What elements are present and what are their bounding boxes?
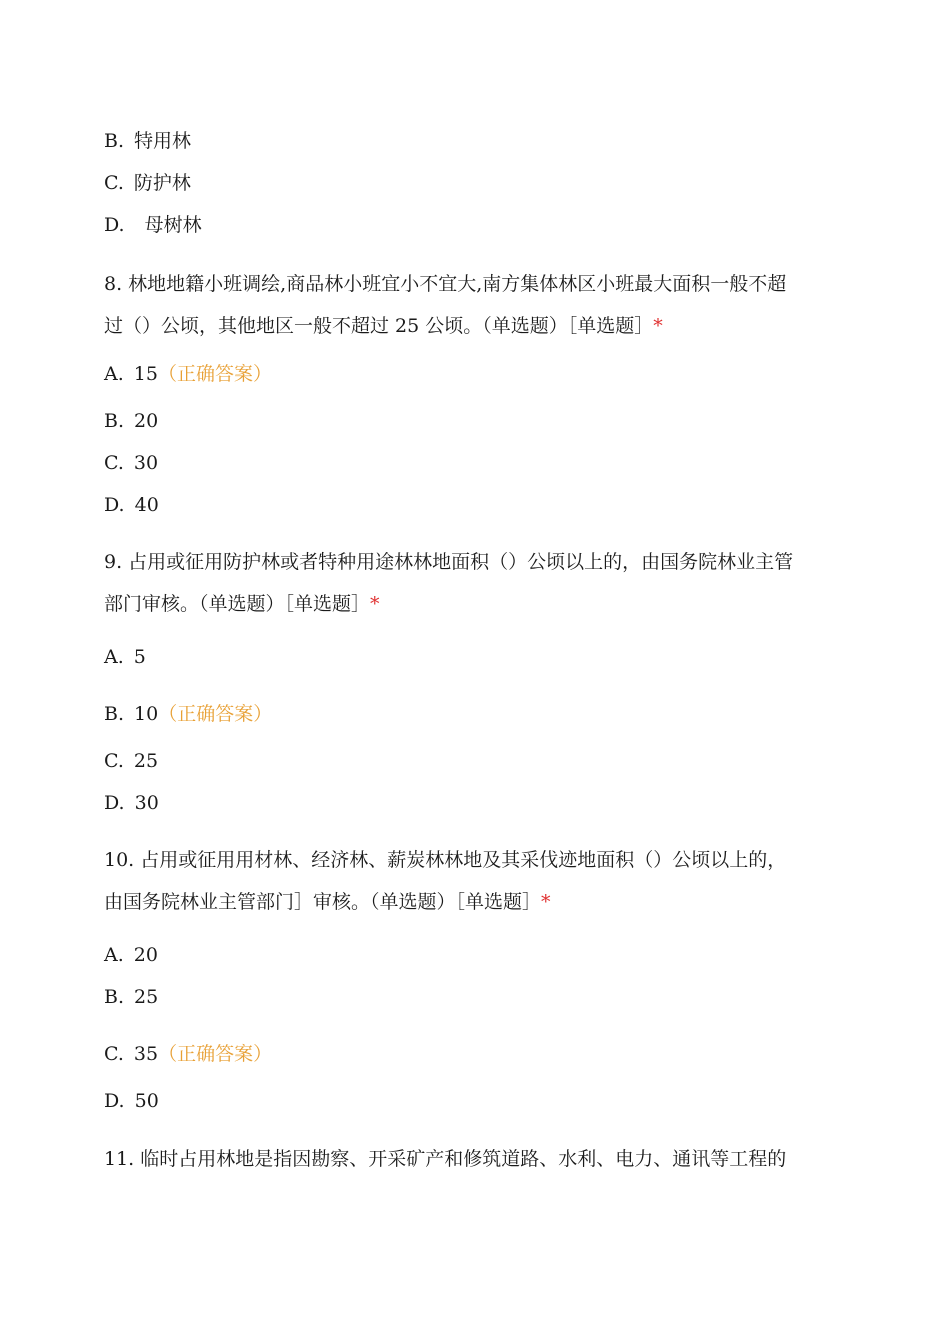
question-9-stem-line2: 部门审核。（单选题）［单选题］* xyxy=(104,593,380,615)
correct-answer-tag: （正确答案） xyxy=(157,363,272,385)
question-10-option-C[interactable]: C. 35（正确答案） xyxy=(104,1043,273,1065)
question-10-stem-line1: 10. 占用或征用用材林、经济林、薪炭林林地及其采伐迹地面积（）公顷以上的， xyxy=(104,849,787,871)
question-8-option-C[interactable]: C. 30 xyxy=(104,452,159,474)
option-C-prev[interactable]: C. 防护林 xyxy=(104,172,191,194)
correct-answer-tag: （正确答案） xyxy=(158,703,273,725)
question-11-stem-line1: 11. 临时占用林地是指因勘察、开采矿产和修筑道路、水利、电力、通讯等工程的 xyxy=(104,1148,787,1170)
correct-answer-tag: （正确答案） xyxy=(158,1043,273,1065)
question-8-option-A[interactable]: A. 15（正确答案） xyxy=(104,363,272,385)
question-8-stem-line2: 过（）公顷，其他地区一般不超过 25 公顷。（单选题）［单选题］* xyxy=(104,315,663,337)
question-8-stem-line1: 8. 林地地籍小班调绘,商品林小班宜小不宜大,南方集体林区小班最大面积一般不超 xyxy=(104,273,787,295)
question-10-option-B[interactable]: B. 25 xyxy=(104,986,159,1008)
question-10-stem-line2: 由国务院林业主管部门］审核。（单选题）［单选题］* xyxy=(104,891,551,913)
option-D-prev[interactable]: D. 母树林 xyxy=(104,214,202,236)
question-9-option-B[interactable]: B. 10（正确答案） xyxy=(104,703,273,725)
question-9-option-C[interactable]: C. 25 xyxy=(104,750,159,772)
option-B-prev[interactable]: B. 特用林 xyxy=(104,130,192,152)
required-mark: * xyxy=(653,315,663,337)
question-10-option-D[interactable]: D. 50 xyxy=(104,1090,159,1112)
required-mark: * xyxy=(541,891,551,913)
required-mark: * xyxy=(370,593,380,615)
question-8-option-D[interactable]: D. 40 xyxy=(104,494,159,516)
question-9-option-D[interactable]: D. 30 xyxy=(104,792,159,814)
question-10-option-A[interactable]: A. 20 xyxy=(104,944,158,966)
question-8-option-B[interactable]: B. 20 xyxy=(104,410,159,432)
question-9-stem-line1: 9. 占用或征用防护林或者特种用途林林地面积（）公顷以上的，由国务院林业主管 xyxy=(104,551,794,573)
question-9-option-A[interactable]: A. 5 xyxy=(104,646,146,668)
